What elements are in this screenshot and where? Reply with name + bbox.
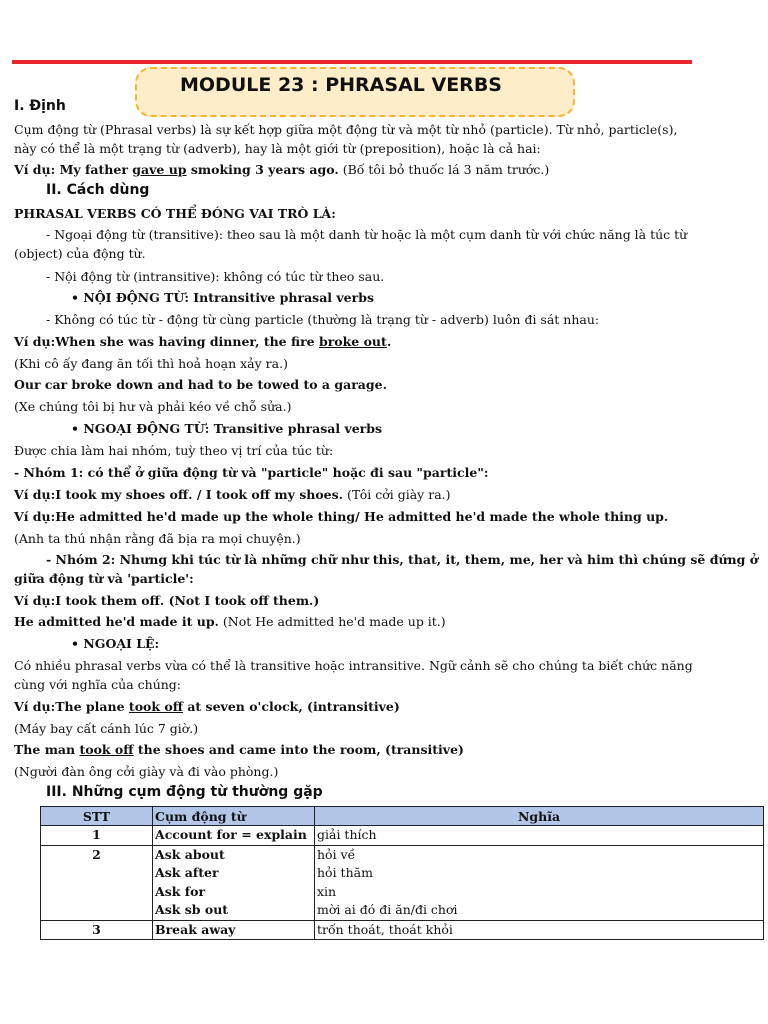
definition-line-2: này có thể là một trạng từ (adverb), hay là một giới từ (preposition), hoặc là cả hai: — [14, 141, 541, 156]
phrasal-verb: Ask sb out — [155, 902, 229, 917]
transitive-groups-desc: Được chia làm hai nhóm, tuỳ theo vị trí của túc từ: — [14, 443, 334, 458]
exception-heading: • NGOẠI LỆ: — [71, 636, 160, 651]
header-red-rule — [12, 60, 692, 64]
intransitive-heading: • NỘI ĐỘNG TỪ: Intransitive phrasal verbs — [71, 290, 374, 305]
page-title: MODULE 23 : PHRASAL VERBS — [180, 74, 502, 96]
group-2-rule-1: - Nhóm 2: Nhưng khi túc từ là những chữ như this, that, it, them, me, her và him thì chúng sẽ đứng ở — [46, 552, 759, 567]
example-broke-out: Ví dụ:When she was having dinner, the fire broke out. — [14, 334, 392, 349]
section-heading-definition: I. Định — [14, 98, 66, 114]
group-1-rule: - Nhóm 1: có thể ở giữa động từ và "particle" hoặc đi sau "particle": — [14, 465, 489, 480]
phrasal-verbs-table — [40, 806, 764, 940]
phrasal-verb-cell: Account for = explain — [153, 826, 315, 846]
meaning: hỏi về — [317, 846, 356, 862]
phrasal-verb-cell: Break away — [153, 920, 315, 940]
phrasal-verb: Ask about — [155, 846, 225, 862]
column-header-phrasal-verb: Cụm động từ — [153, 807, 315, 826]
example-plane-translation: (Máy bay cất cánh lúc 7 giờ.) — [14, 721, 199, 736]
transitive-desc-2: (object) của động từ. — [14, 246, 146, 261]
table-row — [41, 920, 764, 940]
row-number: 1 — [41, 826, 153, 846]
example-made-it-up: He admitted he'd made it up. (Not He admitted he'd made up it.) — [14, 614, 446, 629]
exception-desc-1: Có nhiều phrasal verbs vừa có thể là transitive hoặc intransitive. Ngữ cảnh sẽ cho chúng ta biết chức năng — [14, 658, 693, 673]
table-row — [41, 845, 764, 920]
example-took-shoes-off: Ví dụ:I took my shoes off. / I took off my shoes. (Tôi cởi giày ra.) — [14, 487, 451, 502]
phrasal-verb: Ask after — [155, 865, 219, 880]
example-gave-up: Ví dụ: My father gave up smoking 3 years ago. (Bố tôi bỏ thuốc lá 3 năm trước.) — [14, 162, 550, 177]
table-header-row — [41, 807, 764, 826]
meaning: xin — [317, 883, 337, 899]
transitive-desc-1: - Ngoại động từ (transitive): theo sau là một danh từ hoặc là một cụm danh từ với chức năng là túc từ — [46, 227, 688, 242]
example-took-them-off: Ví dụ:I took them off. (Not I took off them.) — [14, 593, 320, 608]
column-header-meaning: Nghĩa — [315, 807, 764, 826]
example-man-translation: (Người đàn ông cởi giày và đi vào phòng.) — [14, 764, 279, 779]
phrasal-verb: Ask for — [155, 883, 206, 899]
example-plane-took-off: Ví dụ:The plane took off at seven o'clock, (intransitive) — [14, 699, 400, 714]
example-made-up-translation: (Anh ta thú nhận rằng đã bịa ra mọi chuyện.) — [14, 531, 301, 546]
definition-line-1: Cụm động từ (Phrasal verbs) là sự kết hợp giữa một động từ và một từ nhỏ (particle). Từ nhỏ, particle(s), — [14, 122, 678, 137]
example-broke-down-translation: (Xe chúng tôi bị hư và phải kéo về chỗ sửa.) — [14, 399, 292, 414]
row-number: 3 — [41, 920, 153, 940]
meaning-cell — [315, 845, 764, 920]
example-made-up: Ví dụ:He admitted he'd made up the whole thing/ He admitted he'd made the whole thing up. — [14, 509, 669, 524]
exception-desc-2: cùng với nghĩa của chúng: — [14, 677, 182, 692]
phrasal-verb-cell — [153, 845, 315, 920]
intransitive-rule: - Không có túc từ - động từ cùng particle (thường là trạng từ - adverb) luôn đi sát nhau: — [46, 312, 600, 327]
column-header-stt: STT — [41, 807, 153, 826]
role-title: PHRASAL VERBS CÓ THỂ ĐÓNG VAI TRÒ LÀ: — [14, 206, 336, 221]
meaning: mời ai đó đi ăn/đi chơi — [317, 902, 458, 917]
table-row — [41, 826, 764, 846]
example-broke-out-translation: (Khi cô ấy đang ăn tối thì hoả hoạn xảy ra.) — [14, 356, 288, 371]
section-heading-common-verbs: III. Những cụm động từ thường gặp — [46, 784, 323, 800]
example-broke-down: Our car broke down and had to be towed to a garage. — [14, 377, 387, 392]
meaning-cell: trốn thoát, thoát khỏi — [315, 920, 764, 940]
meaning: hỏi thăm — [317, 865, 373, 880]
meaning-cell: giải thích — [315, 826, 764, 846]
section-heading-usage: II. Cách dùng — [46, 182, 150, 198]
row-number: 2 — [41, 845, 153, 920]
group-2-rule-2: giữa động từ và 'particle': — [14, 571, 194, 586]
transitive-heading: • NGOẠI ĐỘNG TỪ: Transitive phrasal verbs — [71, 421, 383, 436]
example-man-took-off: The man took off the shoes and came into the room, (transitive) — [14, 742, 464, 757]
intransitive-desc: - Nội động từ (intransitive): không có túc từ theo sau. — [46, 269, 385, 284]
